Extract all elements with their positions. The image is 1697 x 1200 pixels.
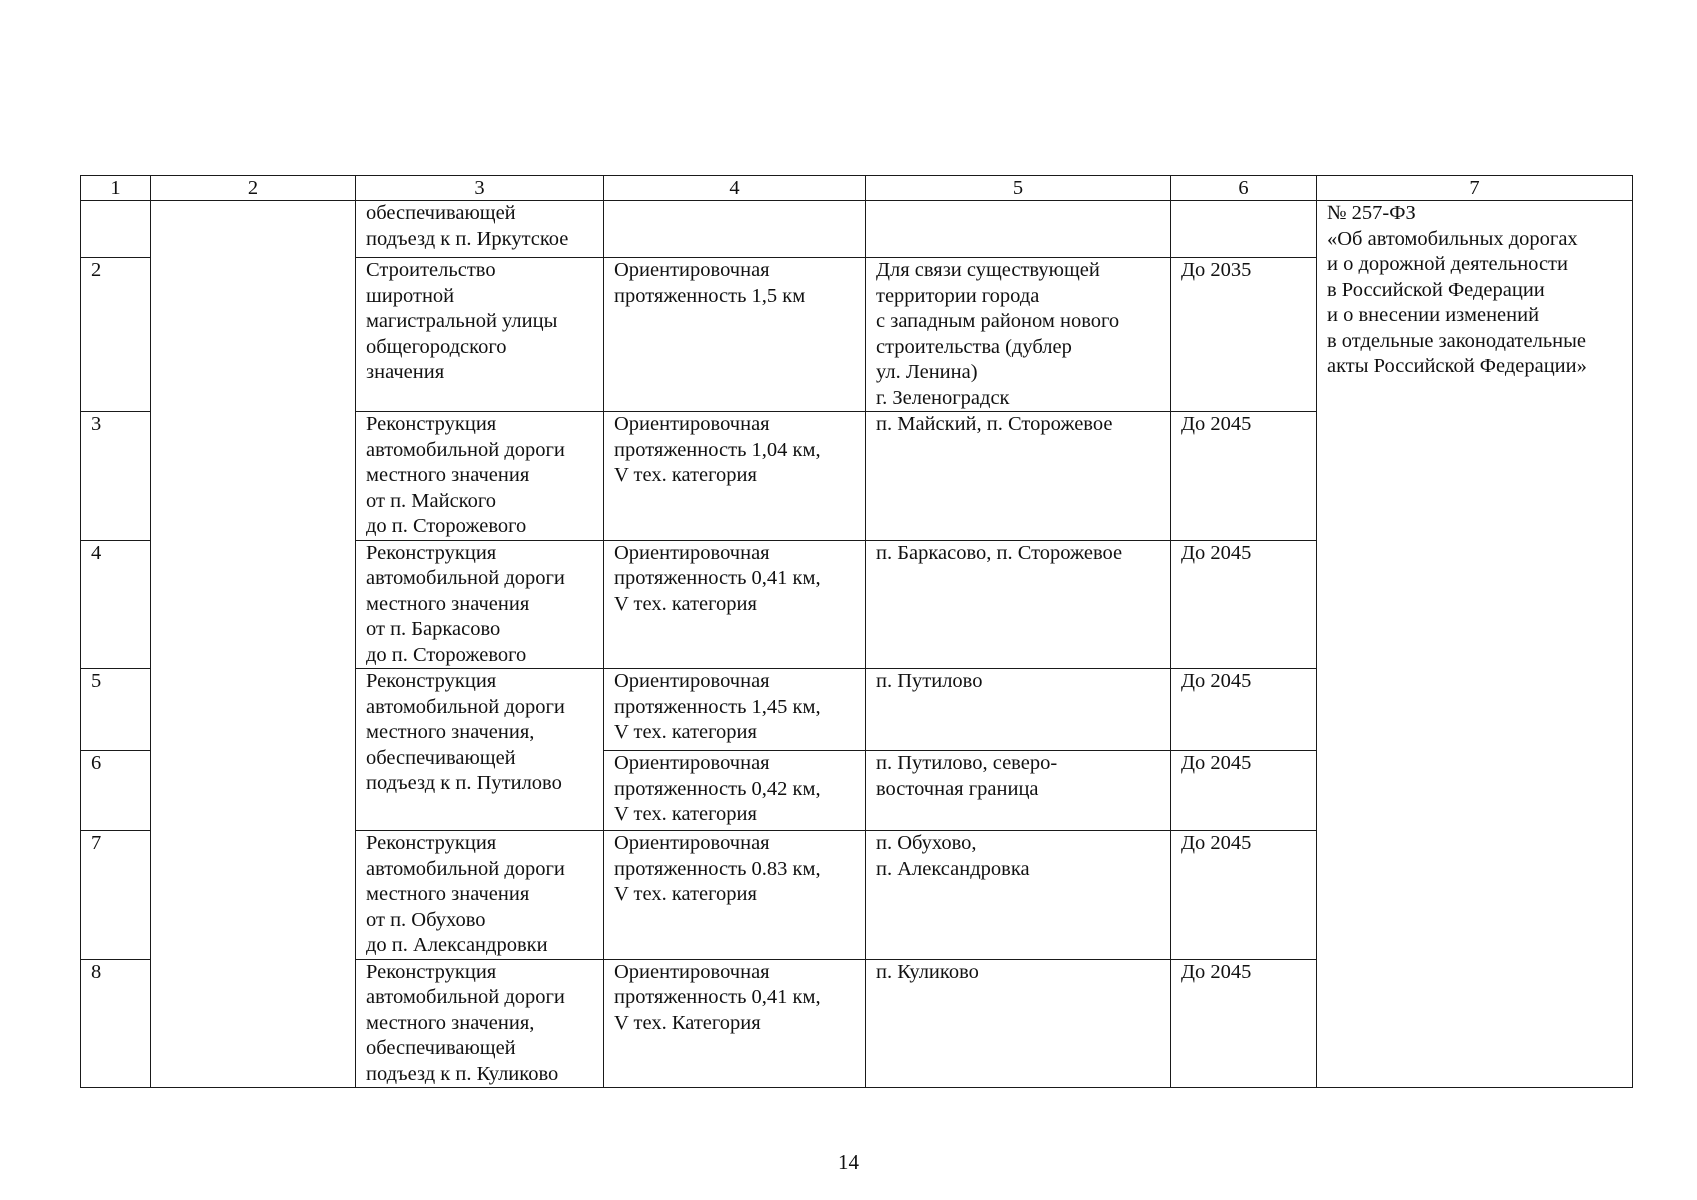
location-cell: п. Путилово, северо- восточная граница — [866, 751, 1171, 831]
column-header: 3 — [356, 176, 604, 201]
law-reference-cell: № 257-ФЗ «Об автомобильных дорогах и о дорожной деятельности в Российской Федерации и о внесении изменений в отдельные законодательные акты Российской Федерации» — [1317, 201, 1633, 1088]
location-cell: Для связи существующей территории города с западным районом нового строительства (дублер ул. Ленина) г. Зеленоградск — [866, 258, 1171, 412]
column-header: 6 — [1171, 176, 1317, 201]
location-cell — [866, 201, 1171, 258]
object-cell: Реконструкция автомобильной дороги местного значения, обеспечивающей подъезд к п. Куликово — [356, 959, 604, 1088]
column-header: 5 — [866, 176, 1171, 201]
object-cell: Реконструкция автомобильной дороги местного значения, обеспечивающей подъезд к п. Путилово — [356, 669, 604, 831]
object-cell: Реконструкция автомобильной дороги местного значения от п. Майского до п. Сторожевого — [356, 412, 604, 541]
location-cell: п. Куликово — [866, 959, 1171, 1088]
characteristics-cell: Ориентировочная протяженность 1,5 км — [604, 258, 866, 412]
location-cell: п. Баркасово, п. Сторожевое — [866, 540, 1171, 669]
object-cell: Реконструкция автомобильной дороги местного значения от п. Баркасово до п. Сторожевого — [356, 540, 604, 669]
row-number-cell: 6 — [81, 751, 151, 831]
characteristics-cell: Ориентировочная протяженность 1,04 км, V тех. категория — [604, 412, 866, 541]
term-cell: До 2045 — [1171, 831, 1317, 960]
term-cell: До 2045 — [1171, 751, 1317, 831]
row-number-cell: 8 — [81, 959, 151, 1088]
row-number-cell — [81, 201, 151, 258]
location-cell: п. Майский, п. Сторожевое — [866, 412, 1171, 541]
object-cell: обеспечивающей подъезд к п. Иркутское — [356, 201, 604, 258]
term-cell: До 2045 — [1171, 540, 1317, 669]
characteristics-cell: Ориентировочная протяженность 0,42 км, V тех. категория — [604, 751, 866, 831]
characteristics-cell: Ориентировочная протяженность 0,41 км, V тех. Категория — [604, 959, 866, 1088]
roads-table — [80, 175, 1633, 1088]
object-cell: Реконструкция автомобильной дороги местного значения от п. Обухово до п. Александровки — [356, 831, 604, 960]
column-header: 4 — [604, 176, 866, 201]
object-cell: Строительство широтной магистральной улицы общегородского значения — [356, 258, 604, 412]
row-number-cell: 3 — [81, 412, 151, 541]
characteristics-cell — [604, 201, 866, 258]
characteristics-cell: Ориентировочная протяженность 1,45 км, V тех. категория — [604, 669, 866, 751]
page-number: 14 — [838, 1150, 859, 1174]
location-cell: п. Обухово, п. Александровка — [866, 831, 1171, 960]
row-number-cell: 4 — [81, 540, 151, 669]
characteristics-cell: Ориентировочная протяженность 0,41 км, V тех. категория — [604, 540, 866, 669]
term-cell: До 2035 — [1171, 258, 1317, 412]
row-number-cell: 7 — [81, 831, 151, 960]
characteristics-cell: Ориентировочная протяженность 0.83 км, V тех. категория — [604, 831, 866, 960]
column-number-row — [81, 176, 1633, 201]
column-header: 1 — [81, 176, 151, 201]
column-header: 2 — [151, 176, 356, 201]
location-cell: п. Путилово — [866, 669, 1171, 751]
table-row — [81, 201, 1633, 258]
term-cell — [1171, 201, 1317, 258]
row-number-cell: 5 — [81, 669, 151, 751]
column-header: 7 — [1317, 176, 1633, 201]
term-cell: До 2045 — [1171, 959, 1317, 1088]
row-number-cell: 2 — [81, 258, 151, 412]
term-cell: До 2045 — [1171, 412, 1317, 541]
column-2-cell — [151, 201, 356, 1088]
term-cell: До 2045 — [1171, 669, 1317, 751]
